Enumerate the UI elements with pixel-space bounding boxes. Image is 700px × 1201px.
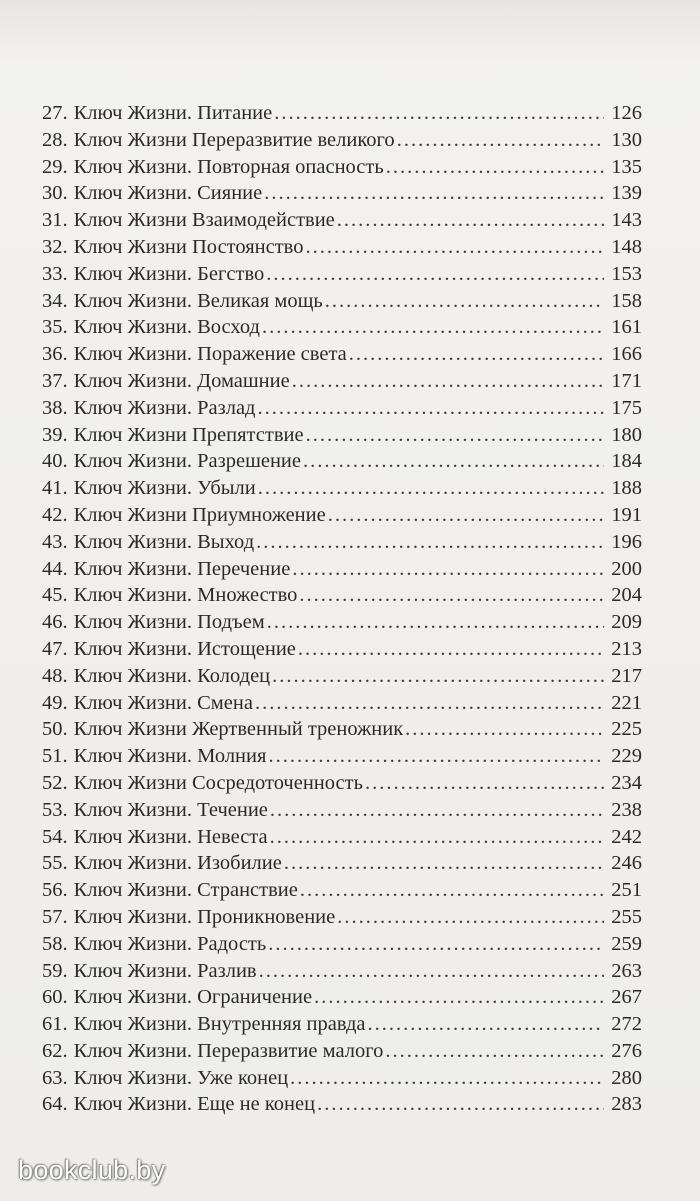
toc-entry <box>42 877 642 904</box>
toc-entry <box>42 824 642 851</box>
table-of-contents <box>42 100 642 1118</box>
toc-entry <box>42 663 642 690</box>
toc-entry <box>42 1038 642 1065</box>
toc-entry <box>42 314 642 341</box>
toc-leader-dots <box>300 877 604 904</box>
toc-leader-dots <box>397 127 604 154</box>
toc-entry-title: Ключ Жизни. Подъем <box>73 611 265 634</box>
toc-entry-number: 57. <box>42 905 68 928</box>
toc-leader-dots <box>306 422 604 449</box>
toc-entry <box>42 288 642 315</box>
toc-entry-title: Ключ Жизни. Сияние <box>73 182 263 205</box>
toc-entry-title: Ключ Жизни. Молния <box>73 745 267 768</box>
toc-entry-number: 52. <box>42 771 68 794</box>
toc-leader-dots <box>303 448 604 475</box>
toc-entry <box>42 797 642 824</box>
toc-entry <box>42 395 642 422</box>
toc-entry-title: Ключ Жизни. Проникновение <box>73 905 336 928</box>
toc-leader-dots <box>325 288 604 315</box>
toc-entry-page: 188 <box>611 477 642 500</box>
toc-leader-dots <box>268 931 604 958</box>
toc-leader-dots <box>337 207 604 234</box>
toc-entry-page: 143 <box>611 209 642 232</box>
toc-leader-dots <box>290 1065 604 1092</box>
toc-entry-page: 242 <box>611 825 642 848</box>
toc-entry <box>42 1011 642 1038</box>
toc-entry <box>42 716 642 743</box>
toc-entry <box>42 100 642 127</box>
toc-entry-number: 59. <box>42 959 68 982</box>
toc-entry-title: Ключ Жизни. Выход <box>73 530 255 553</box>
toc-entry-page: 158 <box>611 289 642 312</box>
toc-entry-page: 225 <box>611 718 642 741</box>
toc-entry-title: Ключ Жизни. Домашние <box>73 369 290 392</box>
toc-leader-dots <box>365 770 604 797</box>
toc-entry-number: 42. <box>42 503 68 526</box>
toc-entry-page: 276 <box>611 1039 642 1062</box>
toc-leader-dots <box>270 797 604 824</box>
toc-entry <box>42 582 642 609</box>
toc-entry-title: Ключ Жизни. Разрешение <box>73 450 301 473</box>
toc-entry-number: 55. <box>42 852 68 875</box>
toc-entry <box>42 207 642 234</box>
toc-leader-dots <box>270 824 604 851</box>
toc-entry-title: Ключ Жизни Взаимодействие <box>73 209 335 232</box>
toc-leader-dots <box>259 958 604 985</box>
toc-entry-number: 46. <box>42 611 68 634</box>
toc-entry-title: Ключ Жизни Сосредоточенность <box>73 771 363 794</box>
toc-entry-title: Ключ Жизни. Уже конец <box>73 1066 289 1089</box>
toc-entry <box>42 609 642 636</box>
toc-entry-number: 35. <box>42 316 68 339</box>
toc-entry-title: Ключ Жизни. Течение <box>73 798 268 821</box>
toc-entry <box>42 502 642 529</box>
toc-entry-page: 148 <box>611 235 642 258</box>
toc-entry <box>42 1065 642 1092</box>
toc-entry-page: 130 <box>611 128 642 151</box>
toc-entry-number: 40. <box>42 450 68 473</box>
toc-leader-dots <box>317 1091 604 1118</box>
toc-leader-dots <box>272 663 604 690</box>
toc-entry-number: 43. <box>42 530 68 553</box>
toc-entry <box>42 180 642 207</box>
toc-entry-page: 171 <box>611 369 642 392</box>
toc-leader-dots <box>405 716 604 743</box>
toc-leader-dots <box>299 582 604 609</box>
toc-entry-number: 60. <box>42 986 68 1009</box>
toc-entry-number: 61. <box>42 1013 68 1036</box>
toc-leader-dots <box>298 636 604 663</box>
toc-entry-title: Ключ Жизни. Изобилие <box>73 852 282 875</box>
toc-entry-number: 27. <box>42 102 68 124</box>
toc-entry-page: 259 <box>611 932 642 955</box>
toc-entry-number: 29. <box>42 155 68 178</box>
toc-entry-title: Ключ Жизни. Странствие <box>73 879 298 902</box>
toc-entry-page: 126 <box>611 102 642 124</box>
toc-entry <box>42 958 642 985</box>
toc-entry-page: 153 <box>611 262 642 285</box>
toc-entry-page: 196 <box>611 530 642 553</box>
toc-entry-title: Ключ Жизни. Восход <box>73 316 260 339</box>
toc-leader-dots <box>264 180 604 207</box>
toc-entry-number: 54. <box>42 825 68 848</box>
toc-leader-dots <box>256 529 604 556</box>
toc-entry-page: 229 <box>611 745 642 768</box>
toc-entry-title: Ключ Жизни. Бегство <box>73 262 265 285</box>
toc-entry <box>42 127 642 154</box>
toc-entry-number: 36. <box>42 343 68 366</box>
toc-entry-title: Ключ Жизни. Поражение света <box>73 343 347 366</box>
toc-entry-page: 272 <box>611 1013 642 1036</box>
toc-entry-title: Ключ Жизни. Повторная опасность <box>73 155 384 178</box>
toc-entry-title: Ключ Жизни. Еще не конец <box>73 1093 316 1116</box>
toc-entry-number: 56. <box>42 879 68 902</box>
toc-entry-page: 263 <box>611 959 642 982</box>
toc-entry-title: Ключ Жизни. Убыли <box>73 477 256 500</box>
toc-entry <box>42 984 642 1011</box>
toc-entry-number: 34. <box>42 289 68 312</box>
toc-entry-number: 64. <box>42 1093 68 1116</box>
toc-entry-page: 251 <box>611 879 642 902</box>
toc-entry-title: Ключ Жизни. Смена <box>73 691 253 714</box>
toc-entry-number: 53. <box>42 798 68 821</box>
toc-leader-dots <box>274 100 604 127</box>
toc-entry-page: 200 <box>611 557 642 580</box>
toc-entry-number: 32. <box>42 235 68 258</box>
toc-entry-title: Ключ Жизни. Невеста <box>73 825 268 848</box>
toc-leader-dots <box>266 261 604 288</box>
toc-entry-title: Ключ Жизни Жертвенный треножник <box>73 718 404 741</box>
toc-entry <box>42 743 642 770</box>
toc-entry-number: 51. <box>42 745 68 768</box>
toc-entry-title: Ключ Жизни. Разлад <box>73 396 256 419</box>
toc-leader-dots <box>257 395 604 422</box>
toc-entry-title: Ключ Жизни. Истощение <box>73 637 296 660</box>
toc-entry-page: 175 <box>611 396 642 419</box>
toc-entry-number: 39. <box>42 423 68 446</box>
toc-leader-dots <box>349 341 604 368</box>
toc-entry <box>42 341 642 368</box>
toc-entry-page: 184 <box>611 450 642 473</box>
toc-entry-page: 209 <box>611 611 642 634</box>
toc-leader-dots <box>284 850 604 877</box>
toc-entry-number: 50. <box>42 718 68 741</box>
toc-entry-title: Ключ Жизни. Питание <box>73 102 273 124</box>
toc-leader-dots <box>255 690 604 717</box>
toc-entry-number: 45. <box>42 584 68 607</box>
toc-leader-dots <box>292 556 604 583</box>
toc-leader-dots <box>262 314 604 341</box>
toc-entry-title: Ключ Жизни Постоянство <box>73 235 304 258</box>
toc-entry-page: 191 <box>611 503 642 526</box>
toc-entry-page: 238 <box>611 798 642 821</box>
toc-entry <box>42 448 642 475</box>
toc-entry-number: 33. <box>42 262 68 285</box>
toc-entry-page: 180 <box>611 423 642 446</box>
toc-entry-page: 213 <box>611 637 642 660</box>
toc-entry-title: Ключ Жизни. Колодец <box>73 664 271 687</box>
toc-entry-number: 37. <box>42 369 68 392</box>
toc-entry-title: Ключ Жизни. Множество <box>73 584 298 607</box>
toc-leader-dots <box>328 502 604 529</box>
toc-entry-page: 139 <box>611 182 642 205</box>
toc-entry <box>42 475 642 502</box>
toc-entry-number: 30. <box>42 182 68 205</box>
toc-entry-page: 135 <box>611 155 642 178</box>
toc-entry-page: 217 <box>611 664 642 687</box>
toc-entry-title: Ключ Жизни Препятствие <box>73 423 304 446</box>
toc-entry-page: 166 <box>611 343 642 366</box>
toc-entry <box>42 904 642 931</box>
toc-entry-number: 63. <box>42 1066 68 1089</box>
toc-entry-page: 283 <box>611 1093 642 1116</box>
toc-entry-number: 38. <box>42 396 68 419</box>
toc-entry-number: 58. <box>42 932 68 955</box>
toc-leader-dots <box>386 154 604 181</box>
toc-entry-number: 62. <box>42 1039 68 1062</box>
toc-entry-page: 221 <box>611 691 642 714</box>
toc-leader-dots <box>268 743 604 770</box>
toc-entry-title: Ключ Жизни. Переразвитие малого <box>73 1039 384 1062</box>
toc-entry <box>42 234 642 261</box>
toc-entry-page: 246 <box>611 852 642 875</box>
page-top-shadow <box>0 0 700 60</box>
toc-entry <box>42 368 642 395</box>
toc-entry-page: 234 <box>611 771 642 794</box>
toc-entry-page: 204 <box>611 584 642 607</box>
toc-entry-title: Ключ Жизни. Радость <box>73 932 267 955</box>
toc-leader-dots <box>337 904 604 931</box>
toc-entry-title: Ключ Жизни. Ограничение <box>73 986 313 1009</box>
toc-leader-dots <box>258 475 604 502</box>
toc-entry-title: Ключ Жизни. Великая мощь <box>73 289 323 312</box>
toc-entry <box>42 154 642 181</box>
toc-leader-dots <box>385 1038 604 1065</box>
toc-entry-number: 47. <box>42 637 68 660</box>
toc-entry-page: 255 <box>611 905 642 928</box>
toc-leader-dots <box>292 368 604 395</box>
toc-entry-number: 41. <box>42 477 68 500</box>
toc-leader-dots <box>305 234 604 261</box>
toc-entry <box>42 636 642 663</box>
toc-entry-title: Ключ Жизни. Перечение <box>73 557 291 580</box>
toc-entry-number: 49. <box>42 691 68 714</box>
toc-entry <box>42 770 642 797</box>
toc-entry-page: 161 <box>611 316 642 339</box>
toc-entry-title: Ключ Жизни. Разлив <box>73 959 257 982</box>
toc-leader-dots <box>267 609 604 636</box>
toc-leader-dots <box>314 984 604 1011</box>
toc-entry-title: Ключ Жизни Переразвитие великого <box>73 128 395 151</box>
toc-entry-number: 44. <box>42 557 68 580</box>
toc-entry <box>42 931 642 958</box>
toc-entry-title: Ключ Жизни Приумножение <box>73 503 326 526</box>
toc-entry-page: 267 <box>611 986 642 1009</box>
toc-entry <box>42 850 642 877</box>
toc-entry <box>42 556 642 583</box>
toc-entry-number: 28. <box>42 128 68 151</box>
watermark-text: bookclub.by <box>18 1155 166 1185</box>
toc-entry <box>42 529 642 556</box>
toc-entry-title: Ключ Жизни. Внутренняя правда <box>73 1013 366 1036</box>
toc-entry-number: 48. <box>42 664 68 687</box>
toc-entry-number: 31. <box>42 209 68 232</box>
toc-leader-dots <box>368 1011 604 1038</box>
toc-entry <box>42 690 642 717</box>
toc-entry <box>42 1091 642 1118</box>
toc-entry-page: 280 <box>611 1066 642 1089</box>
toc-entry <box>42 261 642 288</box>
toc-entry <box>42 422 642 449</box>
